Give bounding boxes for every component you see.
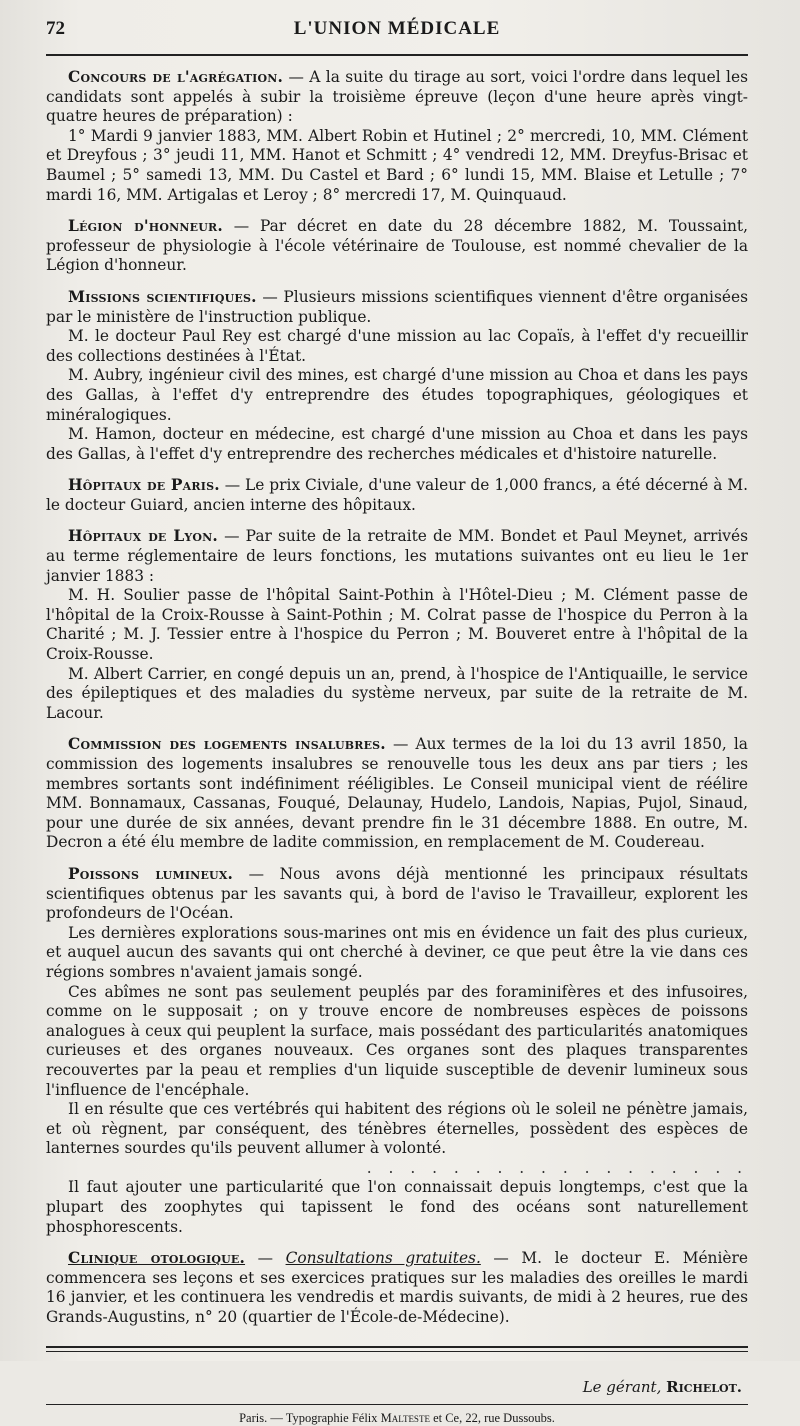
- news-item-hopitaux-lyon: [46, 527, 748, 723]
- item-heading: Légion d'honneur.: [68, 217, 223, 236]
- item-heading: Poissons lumineux.: [68, 864, 234, 883]
- item-paragraph: 1° Mardi 9 janvier 1883, MM. Albert Robin et Hutinel ; 2° mercredi, 10, MM. Clément et Dreyfous ; 3° jeudi 11, MM. Hanot et Schmitt ; 4° vendredi 12, MM. Dreyfus-Brisac et Baumel ; 5° samedi 13, MM. Du Castel et Bard ; 6° lundi 15, MM. Blaise et Letulle ; 7° mardi 16, MM. Artigalas et Leroy ; 8° mercredi 17, M. Quinquaud.: [46, 126, 748, 204]
- news-column: [46, 68, 748, 1328]
- item-paragraph: Ces abîmes ne sont pas seulement peuplés par des foraminifères et des infusoires, comme on le supposait ; on y trouve encore de nombreuses espèces de poissons analogues à ceux qui peuplent la surface, mais possédant des particularités anatomiques curieuses et des organes nouveaux. Ces organes sont des plaques transparentes recouvertes par la peau et remplies d'un liquide susceptible de devenir lumineux sous l'influence de l'encéphale.: [46, 982, 748, 1099]
- imprint-name: Malteste: [380, 1410, 430, 1425]
- item-paragraph: Les dernières explorations sous-marines ont mis en évidence un fait des plus curieux, et auquel aucun des savants qui ont cherché à deviner, ce que peut être la vie dans ces régions sombres n'avaient jamais songé.: [46, 923, 748, 981]
- item-text: — Nous avons déjà mentionné les principaux résultats scientifiques obtenus par les savants qui, à bord de l'aviso le Travailleur, explorent les profondeurs de l'Océan.: [46, 864, 748, 923]
- item-text: — Par décret en date du 28 décembre 1882, M. Toussaint, professeur de physiologie à l'école vétérinaire de Toulouse, est nommé chevalier de la Légion d'honneur.: [46, 217, 749, 275]
- gerant-label: Le gérant,: [582, 1377, 662, 1396]
- ellipsis-dots: . . . . . . . . . . . . . . . . . .: [366, 1158, 748, 1177]
- imprint-rule: [46, 1404, 748, 1405]
- item-heading: Hôpitaux de Paris.: [68, 476, 220, 495]
- item-heading: Hôpitaux de Lyon.: [68, 527, 218, 546]
- item-text: — Plusieurs missions scientifiques viennent d'être organisées par le ministère de l'instruction publique.: [46, 287, 748, 326]
- item-paragraph: Il faut ajouter une particularité que l'on connaissait depuis longtemps, c'est que la plupart des zoophytes qui tapissent le fond des océans sont naturellement phosphorescents.: [46, 1178, 748, 1236]
- imprint-prefix: Paris. — Typographie Félix: [239, 1410, 378, 1425]
- page-number: 72: [46, 18, 65, 39]
- item-subheading: Consultations gratuites.: [285, 1249, 481, 1268]
- news-item-clinique-otologique: Clinique otologique. — Consultations gratuites. — M. le docteur E. Ménière commencera ses leçons et ses exercices pratiques sur les maladies des oreilles le mardi 16 janvier, et les continuera les vendredis et mardis suivants, de midi à 2 heures, rue des Grands-Augustins, n° 20 (quartier de l'École-de-Médecine).: [46, 1249, 748, 1327]
- gerant-signature: [46, 1378, 742, 1396]
- item-heading: Concours de l'agrégation.: [68, 68, 284, 86]
- item-text: — Le prix Civiale, d'une valeur de 1,000 francs, a été décerné à M. le docteur Guiard, ancien interne des hôpitaux.: [46, 476, 748, 514]
- item-text: — Par suite de la retraite de MM. Bondet et Paul Meynet, arrivés au terme réglementaire de leurs fonctions, les mutations suivantes ont eu lieu le 1er janvier 1883 :: [46, 527, 748, 585]
- footer: [46, 1346, 748, 1426]
- item-text: — Aux termes de la loi du 13 avril 1850, la commission des logements insalubres se renouvelle tous les deux ans par tiers ; les membres sortants sont indéfiniment rééligibles. Le Conseil municipal vient de réélire MM. Bonnamaux, Cassanas, Fouqué, Delaunay, Hudelo, Landois, Napias, Pujol, Sinaud, pour une durée de six années, devant prendre fin le 31 décembre 1888. En outre, M. Decron a été élu membre de ladite commission, en remplacement de M. Coudereau.: [46, 735, 748, 852]
- item-paragraph: M. le docteur Paul Rey est chargé d'une mission au lac Copaïs, à l'effet d'y recueillir des collections destinées à l'État.: [46, 327, 748, 365]
- item-heading: Missions scientifiques.: [68, 287, 257, 306]
- news-item-poissons-lumineux: [46, 865, 748, 1237]
- item-paragraph: M. Albert Carrier, en congé depuis un an, prend, à l'hospice de l'Antiquaille, le service des épileptiques et des maladies du système nerveux, par suite de la retraite de M. Lacour.: [46, 664, 748, 722]
- imprint-suffix: et Ce, 22, rue Dussoubs.: [433, 1410, 555, 1425]
- news-item-agregation: [46, 68, 748, 205]
- printer-imprint: [46, 1411, 748, 1426]
- item-paragraph: M. Aubry, ingénieur civil des mines, est chargé d'une mission au Choa et dans les pays des Gallas, à l'effet d'y entreprendre des études topographiques, géologiques et minéralogiques.: [46, 366, 748, 424]
- header-rule: [46, 54, 748, 56]
- news-item-logements-insalubres: [46, 735, 748, 853]
- footer-double-rule: [46, 1346, 748, 1352]
- news-item-hopitaux-paris: [46, 476, 748, 515]
- item-paragraph: M. H. Soulier passe de l'hôpital Saint-Pothin à l'Hôtel-Dieu ; M. Clément passe de l'hôpital de la Croix-Rousse à Saint-Pothin ; M. Colrat passe de l'hospice du Perron à la Charité ; M. J. Tessier entre à l'hospice du Perron ; M. Bouveret entre à l'hôpital de la Croix-Rousse.: [46, 586, 748, 664]
- item-text: — M. le docteur E. Ménière commencera ses leçons et ses exercices pratiques sur les maladies des oreilles le mardi 16 janvier, et les continuera les vendredis et mardis suivants, de midi à 2 heures, rue des Grands-Augustins, n° 20 (quartier de l'École-de-Médecine).: [46, 1249, 748, 1327]
- item-heading: Clinique otologique.: [68, 1249, 246, 1268]
- item-text: — A la suite du tirage au sort, voici l'ordre dans lequel les candidats sont appelés à subir la troisième épreuve (leçon d'une heure après vingt-quatre heures de préparation) :: [46, 68, 748, 126]
- item-paragraph: Il en résulte que ces vertébrés qui habitent des régions où le soleil ne pénètre jamais, et où règnent, par conséquent, des ténèbres éternelles, possèdent des espèces de lanternes sourdes qu'ils peuvent allumer à volonté.: [46, 1100, 748, 1158]
- gerant-name: Richelot.: [666, 1377, 742, 1396]
- running-head: [46, 18, 748, 50]
- item-paragraph: M. Hamon, docteur en médecine, est chargé d'une mission au Choa et dans les pays des Gallas, à l'effet d'y entreprendre des recherches médicales et d'histoire naturelle.: [46, 425, 748, 463]
- item-heading: Commission des logements insalubres.: [68, 735, 386, 754]
- news-item-legion-honneur: [46, 217, 748, 276]
- news-item-missions: [46, 288, 748, 464]
- journal-title: L'UNION MÉDICALE: [293, 18, 501, 39]
